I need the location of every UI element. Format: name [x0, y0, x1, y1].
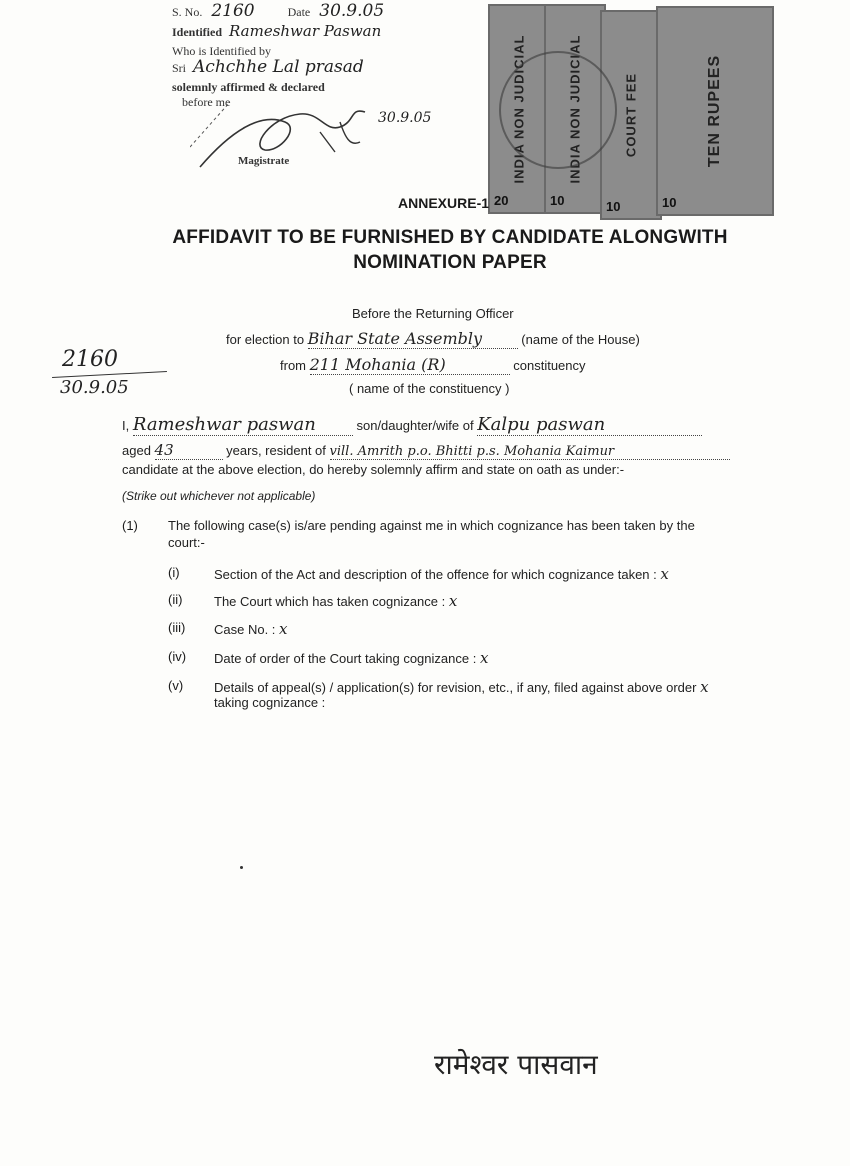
section-1-text2: court:- — [168, 535, 205, 550]
item-v-number: (v) — [168, 678, 184, 693]
officer-title: Magistrate — [238, 155, 290, 167]
serial-number: 2160 — [211, 1, 255, 21]
section-1-text1: The following case(s) is/are pending against me in which cognizance has been taken by the — [168, 518, 695, 533]
item-ii-answer: x — [448, 592, 458, 610]
strike-note: (Strike out whichever not applicable) — [122, 489, 316, 503]
candidate-address: vill. Amrith p.o. Bhitti p.s. Mohania Kaimur — [330, 444, 730, 460]
document-title-line1: AFFIDAVIT TO BE FURNISHED BY CANDIDATE ALONGWITH — [172, 227, 728, 248]
identifier-name: Achchhe Lal prasad — [193, 57, 364, 77]
item-iv-answer: x — [479, 649, 489, 667]
item-v-text2: taking cognizance : — [214, 695, 326, 710]
magistrate-signature — [190, 92, 490, 182]
attestation-line2: Who is Identified by — [172, 44, 271, 58]
item-v-text: Details of appeal(s) / application(s) for revision, etc., if any, filed against above order x — [214, 678, 709, 696]
paper-speck — [240, 866, 243, 869]
revenue-stamps — [488, 0, 780, 218]
stamp-1: INDIA NON JUDICIAL 20 — [488, 4, 550, 214]
stamp-4: TEN RUPEES 10 — [656, 6, 774, 216]
item-iii-answer: x — [279, 620, 288, 638]
attestation-date: 30.9.05 — [319, 1, 385, 21]
margin-date: 30.9.05 — [60, 377, 129, 398]
declaration-line1: I, Rameshwar paswan son/daughter/wife of Kalpu paswan — [122, 414, 782, 436]
attestation-identifier-line: Sri Achchhe Lal prasad — [172, 57, 364, 77]
attestation-identified-line: Identified Rameshwar Paswan — [172, 22, 382, 40]
stamp-cancellation-mark — [488, 0, 780, 218]
constituency-value: 211 Mohania (R) — [310, 355, 510, 375]
constituency-hint: ( name of the constituency ) — [349, 381, 510, 396]
house-name: Bihar State Assembly — [308, 329, 518, 349]
candidate-age: 43 — [155, 441, 223, 460]
margin-serial: 2160 — [62, 347, 118, 372]
annexure-label: ANNEXURE-1 — [398, 195, 490, 211]
document-title-line2: NOMINATION PAPER — [353, 252, 547, 273]
stamp-3: COURT FEE 10 — [600, 10, 662, 220]
item-i-text: Section of the Act and description of the offence for which cognizance taken : x — [214, 565, 669, 583]
attestation-line5: before me — [182, 95, 231, 109]
signature-date: 30.9.05 — [378, 110, 432, 126]
before-returning-officer: Before the Returning Officer — [352, 306, 514, 321]
item-i-answer: x — [660, 565, 669, 583]
section-1-number: (1) — [122, 518, 138, 533]
election-house-line: for election to Bihar State Assembly (name of the House) — [226, 329, 640, 348]
attestation-line4: solemnly affirmed & declared — [172, 80, 325, 94]
item-iv-number: (iv) — [168, 649, 187, 664]
item-ii-number: (ii) — [168, 592, 183, 607]
item-ii-text: The Court which has taken cognizance : x — [214, 592, 458, 610]
candidate-signature-hindi: रामेश्वर पासवान — [434, 1048, 598, 1081]
item-iii-text: Case No. : x — [214, 620, 288, 638]
attestation-serial-line: S. No. 2160 Date 30.9.05 — [172, 1, 385, 21]
declaration-line2: aged 43 years, resident of vill. Amrith p.o. Bhitti p.s. Mohania Kaimur — [122, 441, 802, 460]
oath-line: candidate at the above election, do hereby solemnly affirm and state on oath as under:- — [122, 462, 625, 477]
identified-name: Rameshwar Paswan — [229, 22, 382, 40]
parent-name: Kalpu paswan — [477, 414, 702, 436]
stamp-2: INDIA NON JUDICIAL 10 — [544, 4, 606, 214]
item-v-answer: x — [700, 678, 709, 696]
item-i-number: (i) — [168, 565, 180, 580]
item-iii-number: (iii) — [168, 620, 186, 635]
item-iv-text: Date of order of the Court taking cognizance : x — [214, 649, 489, 667]
candidate-name: Rameshwar paswan — [133, 414, 353, 436]
constituency-line: from 211 Mohania (R) constituency — [280, 355, 586, 374]
